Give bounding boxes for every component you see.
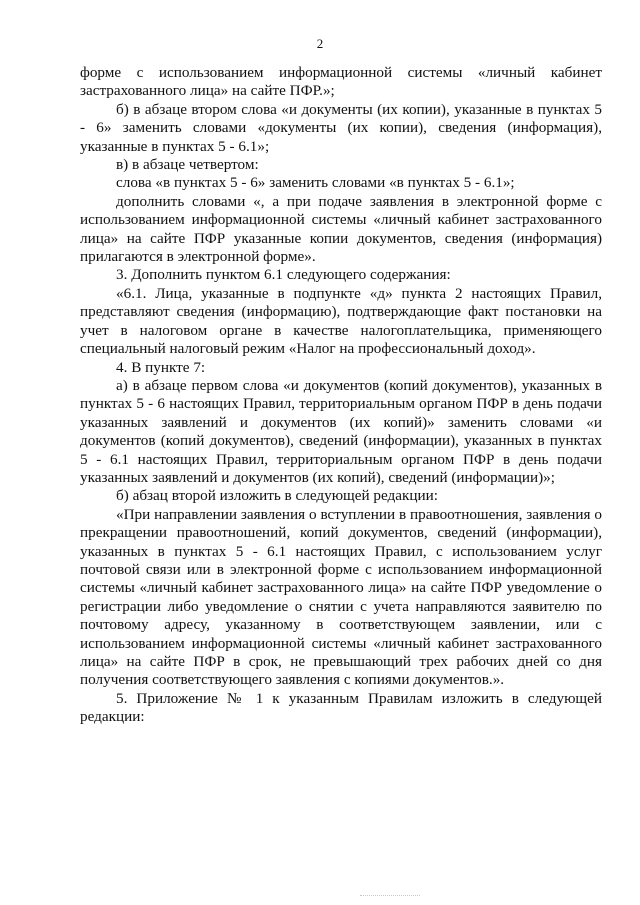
paragraph-new-abzac-text: «При направлении заявления о вступлении в правоотношения, заявления о прекращении правоотношений, копий документов, сведений (информации), указанных в пунктах 5 - 6.1 настоящих Правил, с использованием услуг почтовой связи или в электронной форме с использованием информационной системы «личный кабинет застрахованного лица» на сайте ПФР уведомление о регистрации либо уведомление о снятии с учета направляются заявителю по почтовому адресу, указанному в соответствующем заявлении, или с использованием информационной системы «личный кабинет застрахованного лица» на сайте ПФР в срок, не превышающий трех рабочих дней со дня получения соответствующего заявления с копиями документов.». (80, 505, 602, 689)
scan-artifact (360, 895, 420, 898)
paragraph-subitem-a-first-abzac: а) в абзаце первом слова «и документов (копий документов), указанных в пунктах 5 - 6 настоящих Правил, территориальным органом ПФР в день подачи указанных заявлений и документов (их копий)» заменить словами «и документов (копий документов), сведений (информации), указанных в пунктах 5 - 6.1 настоящих Правил, территориальным органом ПФР в день подачи указанных заявлений и документов (их копий), сведений (информации)»; (80, 376, 602, 486)
paragraph-continuation: форме с использованием информационной системы «личный кабинет застрахованного лица» на сайте ПФР.»; (80, 64, 602, 100)
paragraph-subitem-v-fourth-abzac: в) в абзаце четвертом: (116, 156, 259, 174)
paragraph-supplement-words: дополнить словами «, а при подаче заявления в электронной форме с использованием информационной системы «личный кабинет застрахованного лица» на сайте ПФР указанные копии документов, сведения (информация) прилагаются в электронной форме». (80, 192, 602, 266)
paragraph-item-5: 5. Приложение № 1 к указанным Правилам изложить в следующей редакции: (80, 689, 602, 726)
paragraph-item-3: 3. Дополнить пунктом 6.1 следующего содержания: (116, 266, 451, 284)
page-number: 2 (316, 36, 324, 51)
paragraph-subitem-b-second-abzac: б) в абзаце втором слова «и документы (их копии), указанные в пунктах 5 - 6» заменить словами «документы (их копии), сведения (информация), указанные в пунктах 5 - 6.1»; (80, 100, 602, 155)
paragraph-subitem-b-new-wording: б) абзац второй изложить в следующей редакции: (116, 487, 438, 505)
document-body (80, 64, 602, 727)
paragraph-replace-words: слова «в пунктах 5 - 6» заменить словами «в пунктах 5 - 6.1»; (116, 174, 515, 192)
paragraph-clause-6-1: «6.1. Лица, указанные в подпункте «д» пункта 2 настоящих Правил, представляют сведения (информацию), подтверждающие факт постановки на учет в налоговом органе в качестве налогоплательщика, применяющего специальный налоговый режим «Налог на профессиональный доход». (80, 284, 602, 358)
paragraph-item-4: 4. В пункте 7: (116, 358, 206, 376)
